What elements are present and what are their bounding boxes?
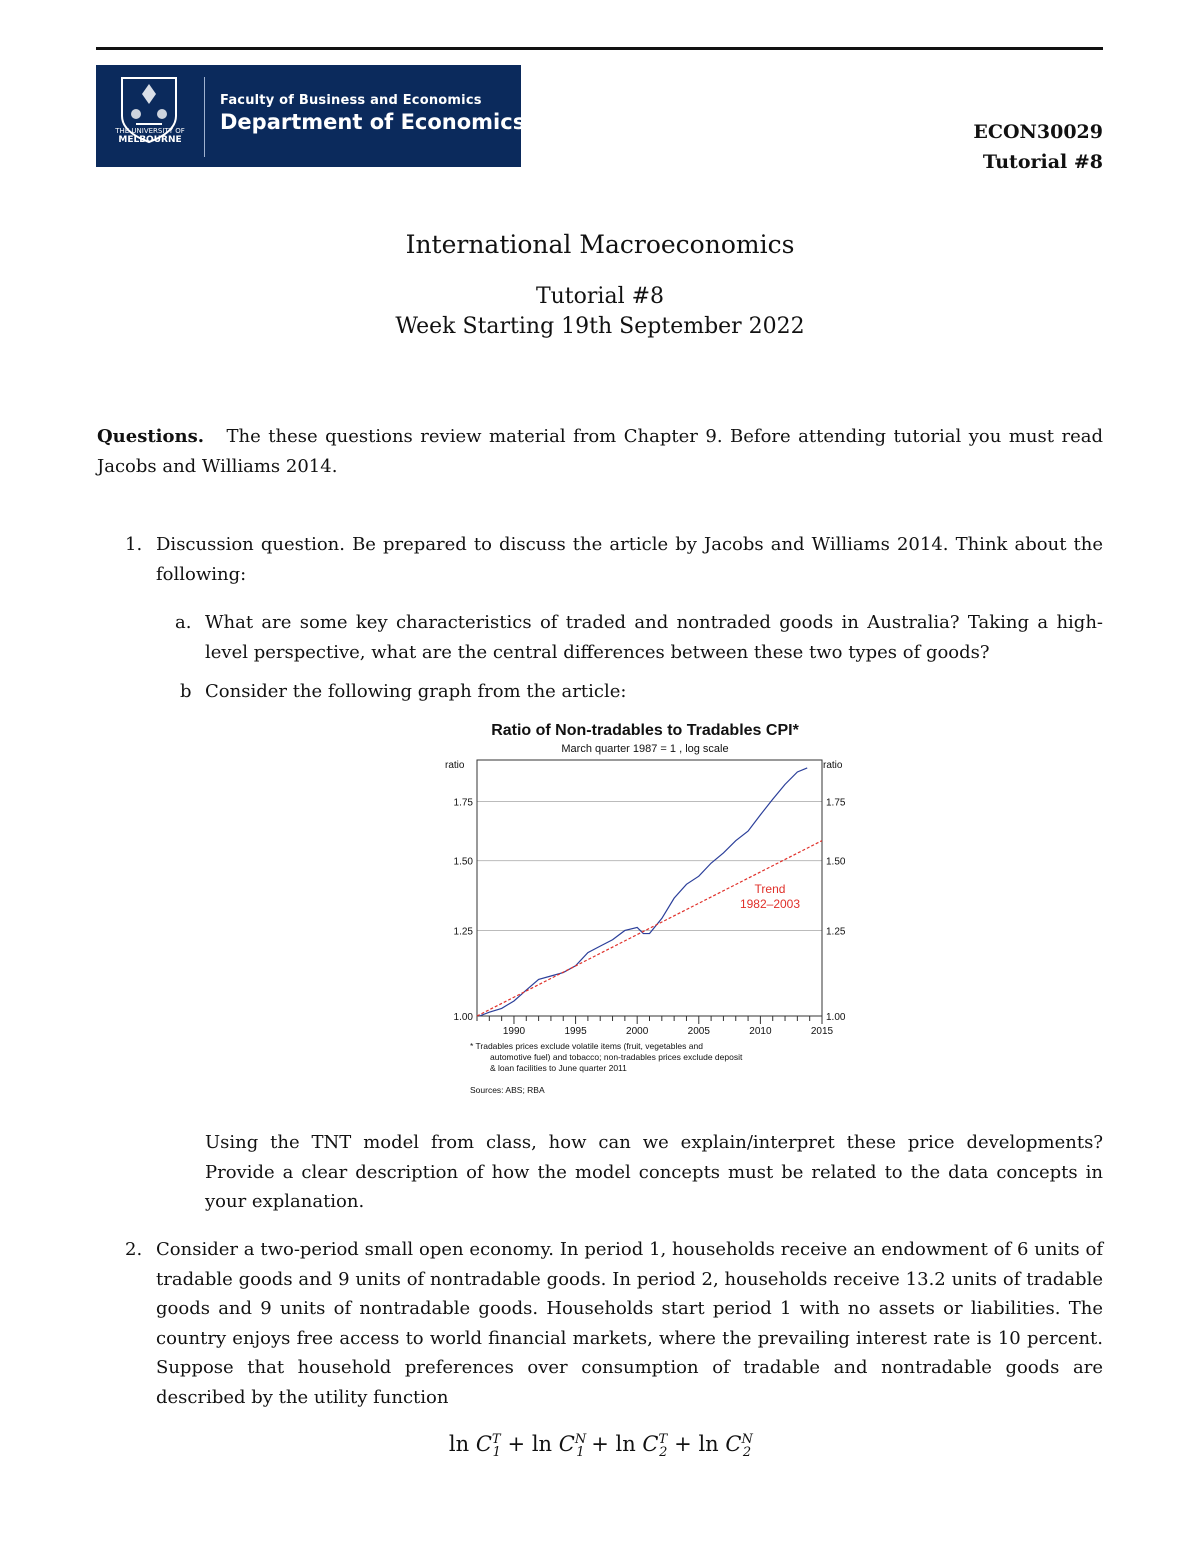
y-tick-label-right: 1.25 [826,926,846,938]
q1a-text: What are some key characteristics of traded and nontraded goods in Australia? Taking a high-level perspective, what are the central differences between these two types of goods? [205,612,1103,663]
university-crest-icon [106,72,192,162]
eq-sub-4: 2 [742,1445,752,1461]
y-tick-label-right: 1.00 [826,1012,846,1023]
y-tick-label-left: 1.25 [453,926,473,938]
y-tick-label-left: 1.50 [453,856,473,868]
q2-number: 2. [125,1239,143,1260]
q1b-label: b [180,681,192,702]
intro-paragraph [97,422,1103,481]
eq-ln-3: ln [615,1432,636,1456]
q1-text: Discussion question. Be prepared to discuss the article by Jacobs and Williams 2014. Think about the following: [156,534,1103,585]
chart-title: Ratio of Non-tradables to Tradables CPI* [491,722,799,739]
q1b-text: Consider the following graph from the article: [205,681,627,702]
eq-c-1: C [475,1432,492,1456]
eq-plus-1: + [507,1432,526,1456]
eq-c-2: C [558,1432,575,1456]
eq-c-3: C [642,1432,659,1456]
chart-grid [477,801,822,930]
eq-ln-1: ln [448,1432,470,1456]
chart-footnote-line3: & loan facilities to June quarter 2011 [490,1063,627,1073]
utility-function-equation [0,1432,1200,1460]
faculty-name: Faculty of Business and Economics [220,93,482,108]
chart-subtitle: March quarter 1987 = 1 , log scale [561,743,729,755]
tutorial-number: Tutorial #8 [535,284,665,309]
chart-footnote-line1: * Tradables prices exclude volatile items (fruit, vegetables and [470,1041,703,1051]
course-info [973,117,1103,177]
x-tick-label: 2015 [810,1026,834,1037]
eq-ln-4: ln [698,1432,719,1456]
ratio-chart [430,712,860,1102]
tick-labels [454,797,846,1037]
eq-sup-4: N [741,1432,753,1447]
trend-series-line [477,841,822,1016]
x-tick-label: 2000 [626,1026,649,1037]
q2-text: Consider a two-period small open economy. In period 1, households receive an endowment of 6 units of tradable goods and 9 units of nontradable goods. In period 2, households receive 13.2 units of tradable goods and 9 units of nontradable goods. Households start period 1 with no assets or liabilities. The country enjoys free access to world financial markets, where the prevailing interest rate is 10 percent. Suppose that household preferences over consumption of tradable and nontradable goods are described by the utility function [156,1239,1103,1408]
q1a-label: a. [175,612,192,633]
eq-plus-2: + [591,1432,609,1456]
eq-sup-3: T [658,1432,668,1447]
x-tick-label: 2010 [749,1026,772,1037]
eq-sup-1: T [491,1432,501,1447]
intro-lead: Questions. [97,426,204,447]
week-line: Week Starting 19th September 2022 [395,314,805,339]
trend-annotation-line1: Trend [754,882,786,896]
eq-sub-3: 2 [659,1445,668,1461]
q1-number: 1. [125,534,143,555]
department-name: Department of Economics [220,110,526,134]
chart-footnote-line2: automotive fuel) and tobacco; non-tradables prices exclude deposit [490,1052,743,1062]
x-tick-label: 1995 [564,1026,587,1037]
top-rule [96,47,1103,50]
eq-sub-1: 1 [492,1445,501,1461]
eq-ln-2: ln [531,1432,553,1456]
course-code: ECON30029 [973,121,1103,143]
eq-sup-2: N [574,1432,587,1447]
university-logo [96,65,526,167]
tutorial-label: Tutorial #8 [982,151,1103,173]
logo-divider [204,77,205,157]
x-tick-label: 2005 [687,1026,710,1037]
y-tick-label-right: 1.75 [826,797,846,809]
eq-plus-3: + [674,1432,692,1456]
y-tick-label-left: 1.75 [453,797,473,809]
y-axis-label-left: ratio [445,760,465,771]
y-axis-label-right: ratio [823,760,843,771]
trend-annotation-line2: 1982–2003 [739,897,801,911]
eq-sub-2: 1 [576,1445,585,1461]
x-tick-label: 1990 [502,1026,526,1037]
y-tick-label-left: 1.00 [453,1012,473,1023]
q1-after-chart-text: Using the TNT model from class, how can we explain/interpret these price developments? Provide a clear description of how the model concepts must be related to the data concepts in your explanation. [205,1132,1103,1212]
intro-text: The these questions review material from Chapter 9. Before attending tutorial you must read Jacobs and Williams 2014. [97,426,1104,477]
y-tick-label-right: 1.50 [826,856,846,868]
document-title: International Macroeconomics [405,230,795,259]
eq-c-4: C [725,1432,742,1456]
document-subtitle [0,282,1200,342]
chart-sources: Sources: ABS; RBA [470,1085,545,1095]
university-name-logo-text: THE UNIVERSITY OF MELBOURNE [115,127,185,145]
